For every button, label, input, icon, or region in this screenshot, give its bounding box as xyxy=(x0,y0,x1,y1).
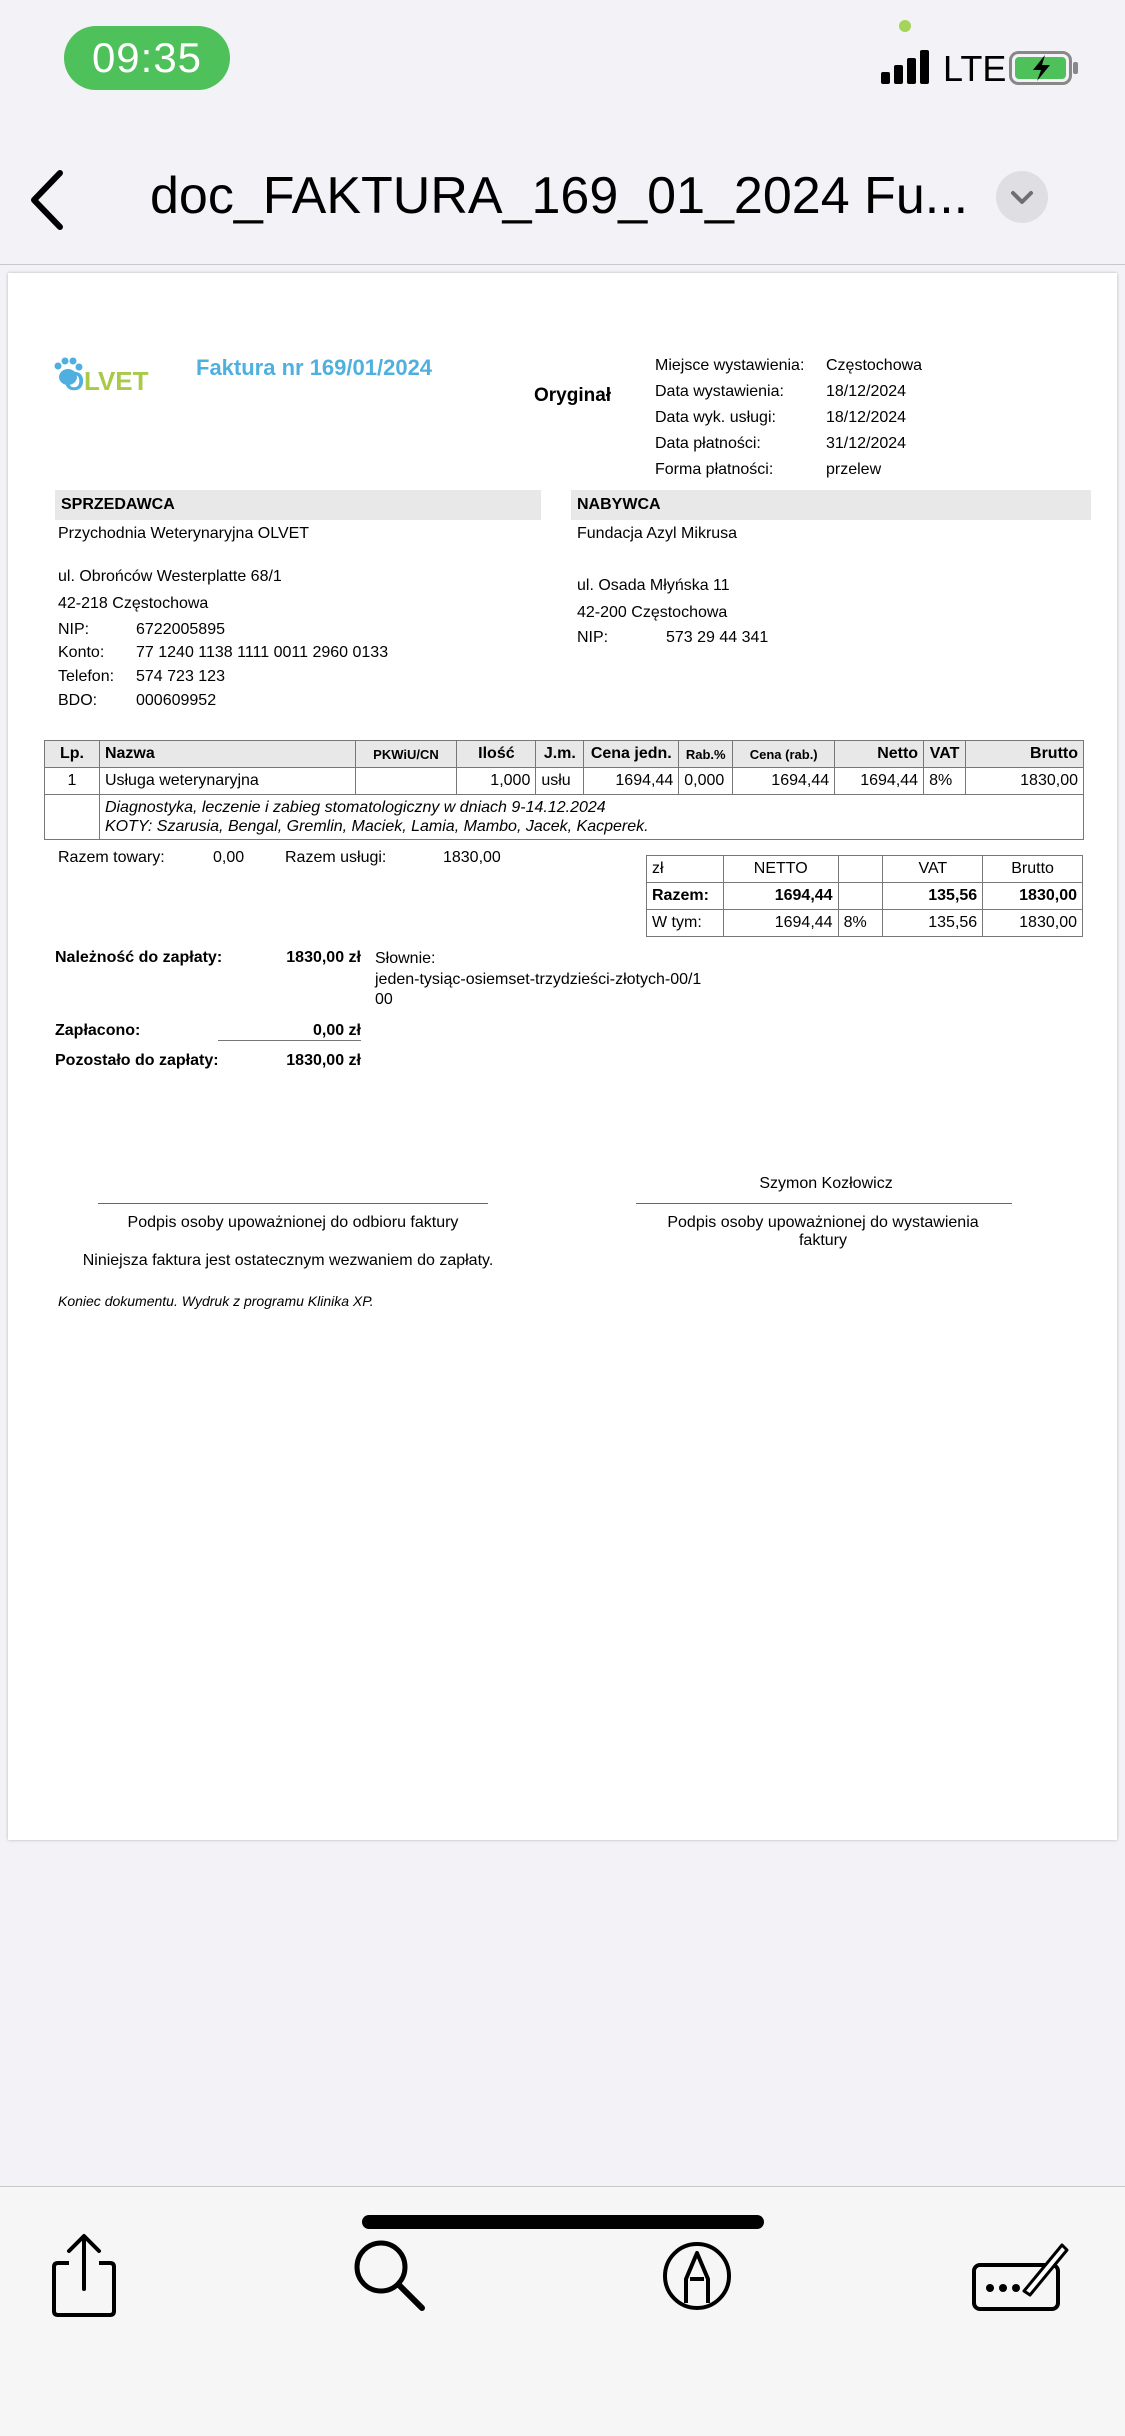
items-table xyxy=(44,740,1084,840)
search-icon[interactable] xyxy=(345,2231,435,2321)
status-bar xyxy=(0,0,1125,130)
home-indicator[interactable] xyxy=(362,2215,764,2229)
meta-row: Data płatności: 31/12/2024 xyxy=(655,435,907,452)
back-chevron-icon[interactable] xyxy=(22,165,72,235)
signal-icon xyxy=(881,50,933,84)
summary-table xyxy=(646,855,1083,937)
original-label: Oryginał xyxy=(534,385,612,406)
status-time[interactable]: 09:35 xyxy=(64,26,230,90)
seller-bdo: BDO: 000609952 xyxy=(58,692,217,709)
summary-header-row: zł NETTO VAT Brutto xyxy=(647,856,1083,883)
seller-phone: Telefon: 574 723 123 xyxy=(58,668,225,685)
meta-row: Data wyk. usługi: 18/12/2024 xyxy=(655,409,907,426)
words-line-1: jeden-tysiąc-osiemset-trzydzieści-złotych-00/1 xyxy=(375,971,702,988)
invoice-title: Faktura nr 169/01/2024 xyxy=(196,355,433,380)
olvet-logo xyxy=(50,353,180,397)
words-label: Słownie: xyxy=(375,950,436,967)
due-amount: 1830,00 zł xyxy=(286,949,361,966)
item-description-row xyxy=(45,795,1084,840)
meta-row: Forma płatności: przelew xyxy=(655,461,882,478)
chevron-down-icon xyxy=(996,171,1048,223)
share-icon[interactable] xyxy=(39,2231,129,2321)
due-label: Należność do zapłaty: xyxy=(55,949,223,966)
receiver-signature-line xyxy=(98,1203,488,1204)
final-notice: Niniejsza faktura jest ostatecznym wezwaniem do zapłaty. xyxy=(82,1252,494,1269)
issuer-name: Szymon Kozłowicz xyxy=(759,1175,893,1192)
buyer-street: ul. Osada Młyńska 11 xyxy=(577,577,730,594)
battery-charging-icon xyxy=(1009,51,1079,85)
remaining-amount: 1830,00 zł xyxy=(286,1052,361,1069)
meta-row: Data wystawienia: 18/12/2024 xyxy=(655,383,907,400)
issuer-signature-line xyxy=(636,1203,1012,1204)
seller-street: ul. Obrońców Westerplatte 68/1 xyxy=(58,568,282,585)
document-page[interactable] xyxy=(8,273,1117,1840)
seller-name: Przychodnia Weterynaryjna OLVET xyxy=(58,525,310,542)
services-total: Razem usługi: 1830,00 xyxy=(285,849,501,866)
summary-total-row: Razem: 1694,44 135,56 1830,00 xyxy=(647,883,1083,910)
paid-label: Zapłacono: xyxy=(55,1022,141,1039)
paid-amount: 0,00 zł xyxy=(218,1022,361,1041)
buyer-heading: NABYWCA xyxy=(571,490,1091,520)
title-menu-button[interactable] xyxy=(996,171,1048,223)
seller-heading: SPRZEDAWCA xyxy=(55,490,541,520)
seller-nip: NIP: 6722005895 xyxy=(58,621,225,638)
navigation-bar xyxy=(0,130,1125,265)
buyer-nip: NIP: 573 29 44 341 xyxy=(577,629,769,646)
document-title[interactable]: doc_FAKTURA_169_01_2024 Fu... xyxy=(150,167,969,225)
markup-icon[interactable] xyxy=(652,2231,742,2321)
buyer-city: 42-200 Częstochowa xyxy=(577,604,728,621)
svg-text:O: O xyxy=(64,366,85,396)
meta-row: Miejsce wystawienia: Częstochowa xyxy=(655,357,923,374)
seller-city: 42-218 Częstochowa xyxy=(58,595,209,612)
table-row: 1 Usługa weterynaryjna 1,000 usłu 1694,44 0,000 1694,44 1694,44 8% 1830,00 xyxy=(45,768,1084,795)
buyer-name: Fundacja Azyl Mikrusa xyxy=(577,525,738,542)
invoice-meta xyxy=(655,353,922,483)
signature-icon[interactable] xyxy=(970,2231,1070,2321)
svg-text:LVET: LVET xyxy=(84,366,149,396)
privacy-indicator-dot xyxy=(899,20,911,32)
seller-account: Konto: 77 1240 1138 1111 0011 2960 0133 xyxy=(58,644,389,661)
item-description: Diagnostyka, leczenie i zabieg stomatologiczny w dniach 9-14.12.2024 KOTY: Szarusia, Bengal, Gremlin, Maciek, Lamia, Mambo, Jacek, Kacperek. xyxy=(99,795,1083,840)
remaining-label: Pozostało do zapłaty: xyxy=(55,1052,219,1069)
end-note: Koniec dokumentu. Wydruk z programu Klinika XP. xyxy=(58,1293,374,1309)
issuer-signature-caption: Podpis osoby upoważnionej do wystawienia faktury xyxy=(667,1214,979,1249)
network-type: LTE xyxy=(943,48,1007,89)
summary-incl-row: W tym: 1694,44 8% 135,56 1830,00 xyxy=(647,910,1083,937)
words-line-2: 00 xyxy=(375,991,393,1008)
items-header-row: Lp. Nazwa PKWiU/CN Ilość J.m. Cena jedn. Rab.% Cena (rab.) Netto VAT Brutto xyxy=(45,741,1084,768)
goods-total: Razem towary: 0,00 xyxy=(58,849,245,866)
receiver-signature-caption: Podpis osoby upoważnionej do odbioru faktury xyxy=(127,1214,459,1231)
